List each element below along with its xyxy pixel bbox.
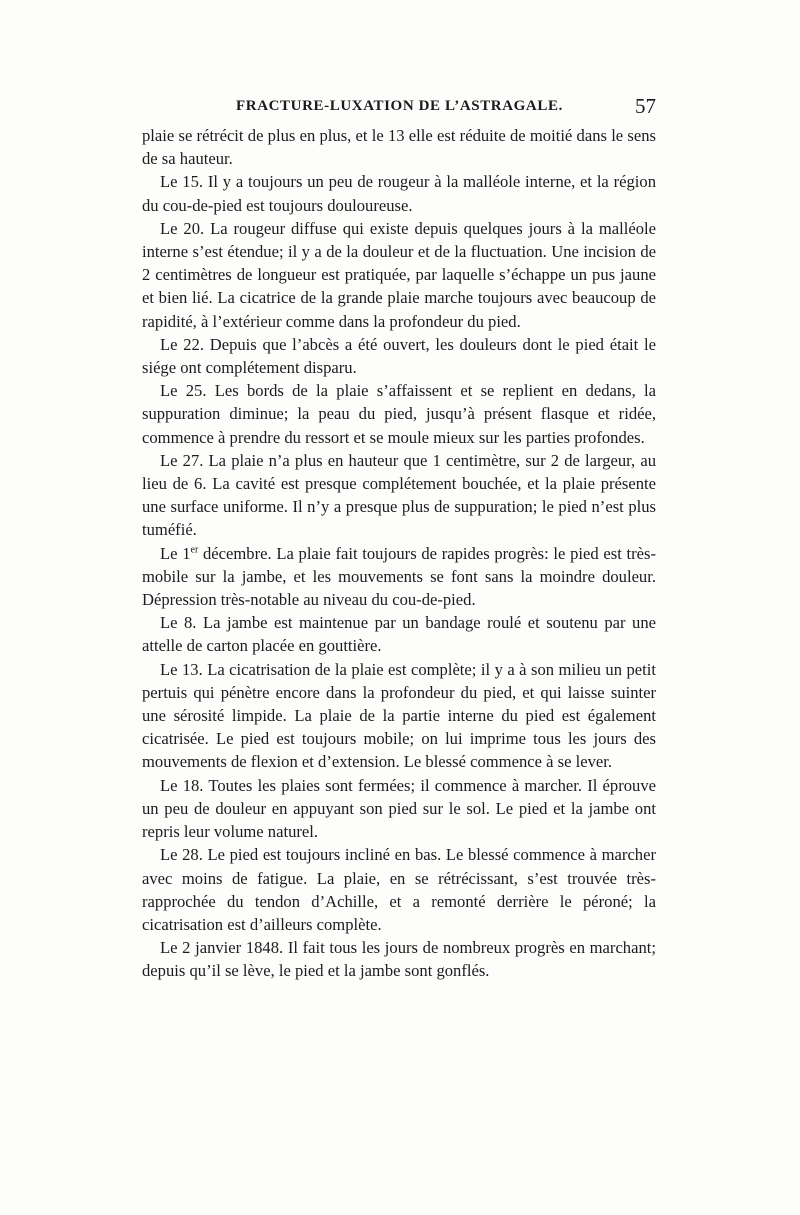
page-number: 57 [635, 94, 656, 118]
paragraph-le-18: Le 18. Toutes les plaies sont fermées; il commence à marcher. Il éprouve un peu de douleur en appuyant son pied sur le sol. Le pied et la jambe ont repris leur volume naturel. [142, 775, 656, 842]
paragraph-le-1er-decembre [142, 542, 656, 612]
paragraph-le-2-janvier: Le 2 janvier 1848. Il fait tous les jours de nombreux progrès en marchant; depuis qu’il se lève, le pied et la jambe sont gonflés. [142, 938, 656, 981]
paragraph-le-22: Le 22. Depuis que l’abcès a été ouvert, les douleurs dont le pied était le siége ont complétement disparu. [142, 334, 656, 378]
paragraph-le-20: Le 20. La rougeur diffuse qui existe depuis quelques jours à la malléole interne s’est étendue; il y a de la douleur et de la fluctuation. Une incision de 2 centimètres de longueur est pratiquée, par laquelle s’échappe un pus jaune et bien lié. La cicatrice de la grande plaie marche toujours avec beaucoup de rapidité, à l’extérieur comme dans la profondeur du pied. [142, 218, 656, 331]
running-title: FRACTURE-LUXATION DE L’ASTRAGALE. [236, 98, 563, 114]
running-header [142, 94, 656, 124]
paragraph-le-15: Le 15. Il y a toujours un peu de rougeur à la malléole interne, et la région du cou-de-pied est toujours douloureuse. [142, 172, 656, 215]
paragraph-le-28: Le 28. Le pied est toujours incliné en bas. Le blessé commence à marcher avec moins de fatigue. La plaie, en se rétrécissant, s’est trouvée très-rapprochée du tendon d’Achille, et a remonté derrière le péroné; la cicatrisation est d’ailleurs complète. [142, 845, 656, 934]
paragraph-text: décembre. La plaie fait toujours de rapides progrès: le pied est très-mobile sur la jambe, et les mouvements se font sans la moindre douleur. Dépression très-notable au niveau du cou-de-pied. [142, 543, 656, 610]
paragraph-le-13: Le 13. La cicatrisation de la plaie est complète; il y a à son milieu un petit pertuis qui pénètre encore dans la profondeur du pied, et qui laisse suinter une sérosité limpide. La plaie de la partie interne du pied est également cicatrisée. Le pied est toujours mobile; on lui imprime tous les jours des mouvements de flexion et d’extension. Le blessé commence à se lever. [142, 659, 656, 772]
paragraph-continuation: plaie se rétrécit de plus en plus, et le 13 elle est réduite de moitié dans le sens de sa hauteur. [142, 126, 656, 169]
paragraph-le-25: Le 25. Les bords de la plaie s’affaissent et se replient en dedans, la suppuration diminue; la peau du pied, jusqu’à présent flasque et ridée, commence à prendre du ressort et se moule mieux sur les parties profondes. [142, 381, 656, 447]
paragraph-le-27: Le 27. La plaie n’a plus en hauteur que 1 centimètre, sur 2 de largeur, au lieu de 6. La cavité est presque complétement bouchée, et la plaie présente une surface uniforme. Il n’y a presque plus de suppuration; le pied n’est plus tuméfié. [142, 450, 656, 540]
paragraph-le-8: Le 8. La jambe est maintenue par un bandage roulé et soutenu par une attelle de carton placée en gouttière. [142, 613, 656, 656]
ordinal-superscript: er [190, 544, 199, 556]
body-text [142, 124, 656, 983]
paragraph-text: Le 1 [160, 543, 191, 563]
